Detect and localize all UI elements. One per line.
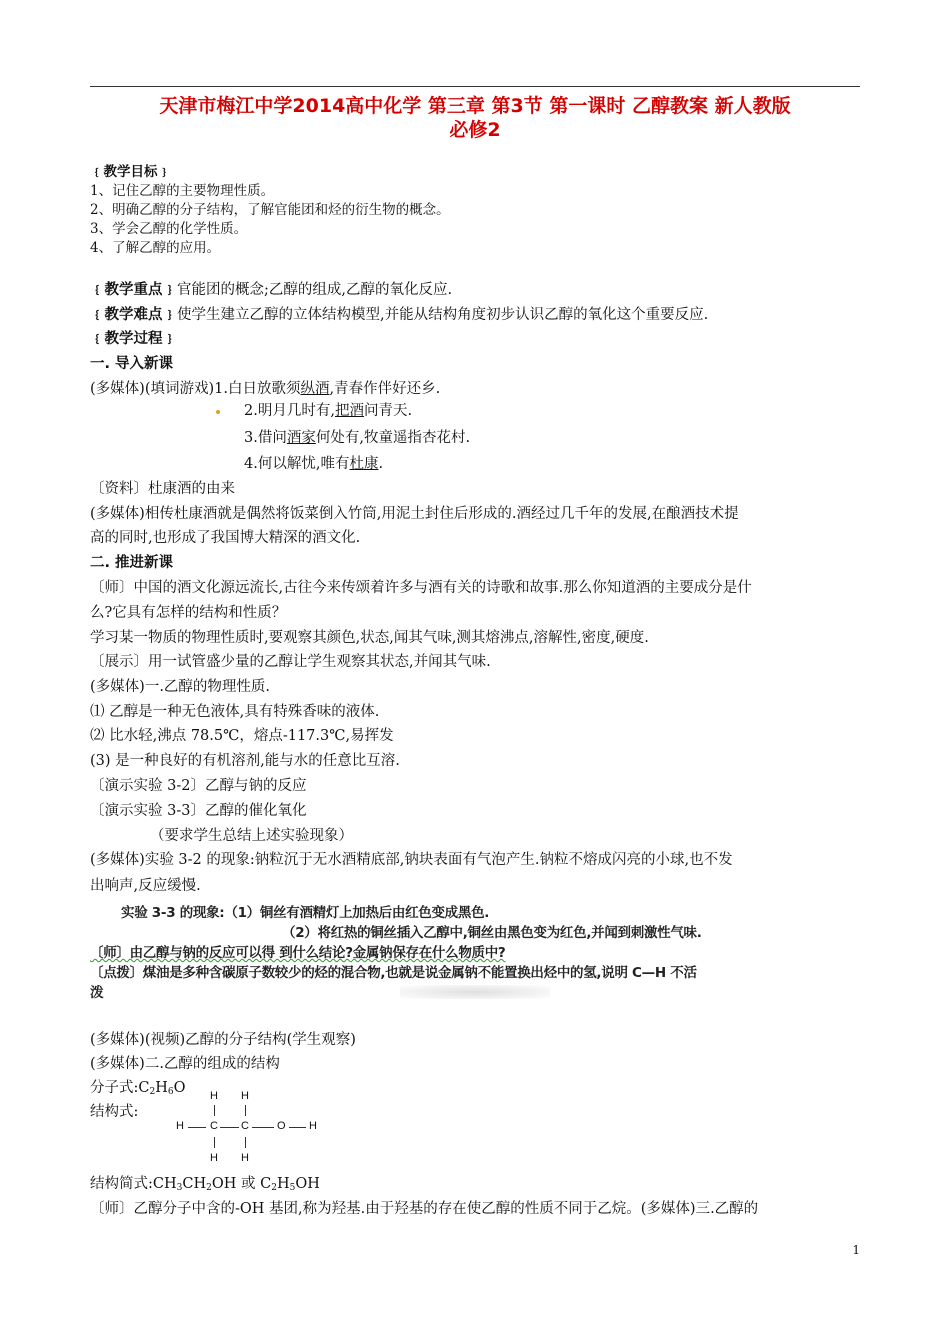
story-line: 高的同时,也形成了我国博大精深的酒文化. (90, 530, 361, 546)
body-line: ⑴ 乙醇是一种无色液体,具有特殊香味的液体. (90, 704, 380, 720)
body-line: (3) 是一种良好的有机溶剂,能与水的任意比互溶. (90, 753, 400, 769)
poem-line-2 (244, 401, 412, 421)
key-points-label: ﹛教学重点﹜ (90, 282, 177, 298)
bond (252, 1127, 274, 1128)
story-line: (多媒体)相传杜康酒就是偶然将饭菜倒入竹筒,用泥土封住后形成的.酒经过几千年的发展,在酿酒技术提 (90, 506, 739, 522)
bond (245, 1137, 246, 1148)
video-line: (多媒体)(视频)乙醇的分子结构(学生观察) (90, 1032, 356, 1048)
poem-blank-answer: 酒家 (286, 430, 316, 446)
formula-subscript: 3 (176, 1183, 183, 1193)
bond (188, 1127, 206, 1128)
objective-item: 1、记住乙醇的主要物理性质。 (90, 183, 275, 199)
formula-label: 分子式: (90, 1080, 139, 1096)
document-title (90, 94, 860, 142)
simple-formula-label: 结构简式: (90, 1176, 153, 1192)
atom-c: C (241, 1120, 249, 1132)
formula-part: H (276, 1176, 290, 1192)
exp33-result-1: 实验 3-3 的现象:（1）铜丝有酒精灯上加热后由红色变成黑色. (121, 905, 490, 921)
material-line: 〔资料〕杜康酒的由来 (90, 481, 235, 497)
poem-line-1 (90, 379, 440, 399)
process-heading: ﹛教学过程﹜ (90, 331, 177, 347)
formula-part: CH (152, 1176, 177, 1192)
bond (214, 1137, 215, 1148)
body-line: 〔演示实验 3-3〕乙醇的催化氧化 (90, 803, 307, 819)
formula-part: H (155, 1080, 168, 1096)
poem-text: ,青春作伴好还乡. (329, 381, 441, 397)
section-2-heading: 二. 推进新课 (90, 555, 174, 571)
poem-line-4 (244, 454, 383, 474)
body-line: (多媒体)一.乙醇的物理性质. (90, 679, 271, 695)
body-line: 出响声,反应缓慢. (90, 878, 201, 894)
section-1-heading: 一. 导入新课 (90, 356, 174, 372)
bond (245, 1105, 246, 1116)
difficulties-label: ﹛教学难点﹜ (90, 307, 177, 323)
exp33-result-2: （2）将红热的铜丝插入乙醇中,铜丝由黑色变为红色,并闻到刺激性气味. (282, 925, 702, 941)
atom-o: O (277, 1120, 286, 1132)
key-points-text: 官能团的概念;乙醇的组成,乙醇的氧化反应. (177, 282, 453, 298)
objectives-heading: ﹛教学目标﹜ (90, 164, 171, 180)
difficulties-text: 使学生建立乙醇的立体结构模型,并能从结构角度初步认识乙醇的氧化这个重要反应. (177, 307, 709, 323)
body-line: 〔师〕中国的酒文化源远流长,古往今来传颂着许多与酒有关的诗歌和故事.那么你知道酒的主要成分是什 (90, 580, 752, 596)
body-line: 〔展示〕用一试管盛少量的乙醇让学生观察其状态,并闻其气味. (90, 654, 491, 670)
poem-line-3 (244, 428, 470, 448)
atom-h: H (210, 1152, 218, 1164)
difficulties (90, 305, 708, 325)
title-line-1: 天津市梅江中学2014高中化学 第三章 第3节 第一课时 乙醇教案 新人教版 (159, 95, 791, 117)
objective-item: 3、学会乙醇的化学性质。 (90, 221, 248, 237)
formula-subscript: 2 (271, 1183, 277, 1193)
atom-h: H (241, 1152, 249, 1164)
formula-part: OH (295, 1176, 320, 1192)
hint-line: 〔点拨〕煤油是多种含碳原子数较少的烃的混合物,也就是说金属钠不能置换出烃中的氢,说明 C—H 不活 (90, 965, 697, 981)
formula-part: C (138, 1080, 150, 1096)
body-line: ⑵ 比水轻,沸点 78.5℃，熔点-117.3℃,易挥发 (90, 728, 394, 744)
ethanol-structural-formula (170, 1090, 330, 1170)
body-line: 〔师〕乙醇分子中含的-OH 基团,称为羟基.由于羟基的存在使乙醇的性质不同于乙烷。(多媒体)三.乙醇的 (90, 1201, 759, 1217)
body-line: 么?它具有怎样的结构和性质？ (90, 605, 287, 621)
poem-text: 3.借问 (244, 430, 287, 446)
objective-item: 2、明确乙醇的分子结构，了解官能团和烃的衍生物的概念。 (90, 202, 450, 218)
header-rule (90, 86, 860, 87)
poem-text: 2.明月几时有, (244, 403, 335, 419)
formula-subscript: 2 (206, 1183, 212, 1193)
bond (220, 1127, 239, 1128)
poem-blank-answer: 把酒 (334, 403, 364, 419)
bond (214, 1105, 215, 1116)
formula-part: OH 或 C (211, 1176, 272, 1192)
atom-h: H (309, 1120, 317, 1132)
body-line: 〔演示实验 3-2〕乙醇与钠的反应 (90, 778, 307, 794)
hint-line: 泼 (90, 985, 104, 1001)
body-line: 学习某一物质的物理性质时,要观察其颜色,状态,闻其气味,测其熔沸点,溶解性,密度,硬度. (90, 630, 649, 646)
poem-text: 4.何以解忧,唯有 (244, 456, 350, 472)
atom-h: H (176, 1120, 184, 1132)
formula-subscript: 5 (289, 1183, 296, 1193)
poem-text: 何处有,牧童遥指杏花村. (315, 430, 471, 446)
page-number: 1 (852, 1243, 860, 1257)
bond (289, 1127, 306, 1128)
atom-h: H (241, 1090, 249, 1102)
teacher-question-text: 〔师〕由乙醇与钠的反应可以得 到什么结论?金属钠保存在什么物质中? (90, 945, 506, 961)
poem-text: . (378, 456, 384, 472)
orange-dot (216, 410, 220, 414)
title-line-2: 必修2 (449, 119, 501, 141)
poem-intro: (多媒体)(填词游戏) (90, 381, 215, 397)
struct-label: 结构式: (90, 1104, 139, 1120)
key-points (90, 280, 452, 300)
formula-subscript: 6 (167, 1087, 174, 1097)
body-line: （要求学生总结上述实验现象） (150, 828, 353, 844)
teacher-question (90, 943, 505, 963)
atom-c: C (210, 1120, 218, 1132)
poem-blank-answer: 纵酒 (300, 381, 330, 397)
poem-text: 问青天. (363, 403, 413, 419)
poem-text: 1.白日放歌须 (214, 381, 301, 397)
poem-blank-answer: 杜康 (349, 456, 379, 472)
objective-item: 4、了解乙醇的应用。 (90, 240, 221, 256)
formula-part: O (173, 1080, 186, 1096)
body-line: (多媒体)实验 3-2 的现象:钠粒沉于无水酒精底部,钠块表面有气泡产生.钠粒不熔成闪亮的小球,也不发 (90, 852, 733, 868)
scan-smudge (400, 985, 550, 999)
atom-h: H (210, 1090, 218, 1102)
simple-formula-line (90, 1174, 320, 1198)
formula-subscript: 2 (149, 1087, 156, 1097)
formula-part: CH (182, 1176, 207, 1192)
composition-line: (多媒体)二.乙醇的组成的结构 (90, 1056, 280, 1072)
